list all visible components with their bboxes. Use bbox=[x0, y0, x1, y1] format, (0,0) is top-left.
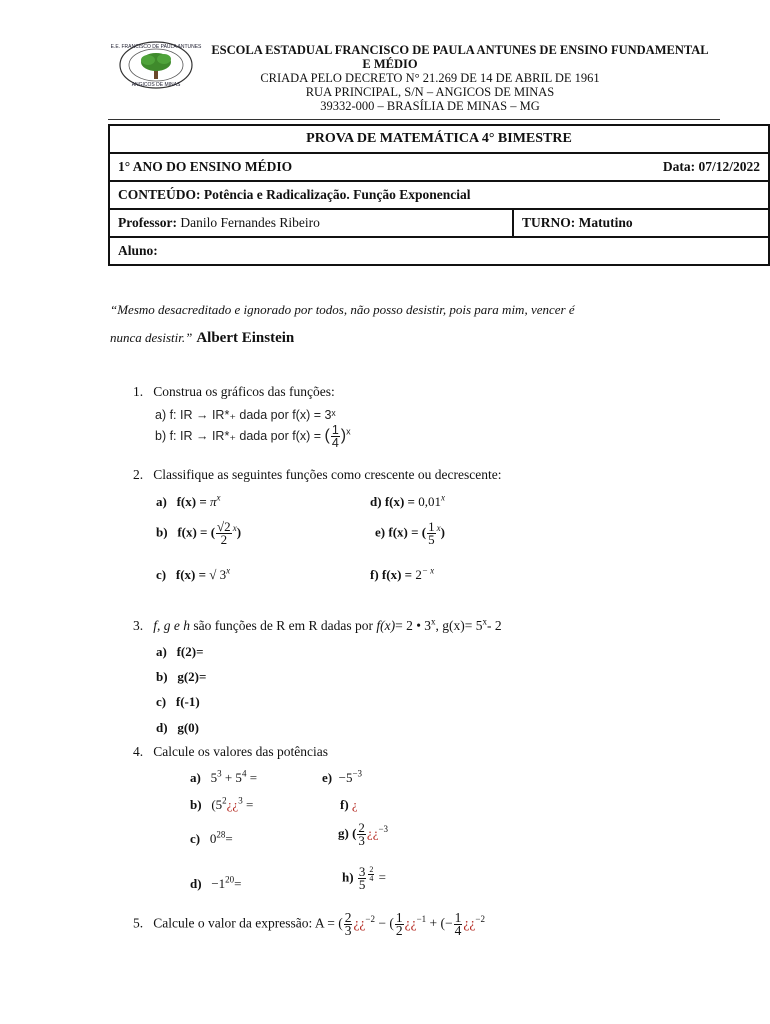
q3-item-c: c) f(-1) bbox=[156, 694, 200, 709]
q4-item-h: h) $\frac{3}{5}$ $\frac{2}{4}$ = bbox=[342, 864, 386, 892]
logo-text-bottom: ANGICOS DE MINAS bbox=[131, 82, 181, 88]
q3-item-b: b) g(2)= bbox=[156, 669, 207, 684]
school-name-line1: ESCOLA ESTADUAL FRANCISCO DE PAULA ANTUNES DE ENSINO FUNDAMENTAL bbox=[211, 43, 709, 57]
q2-item-c: c) f(x) = √ 3$^x$ bbox=[156, 565, 231, 582]
question-2: 2. Classifique as seguintes funções como crescente ou decrescente: bbox=[133, 467, 502, 482]
student-field[interactable]: Aluno: bbox=[109, 237, 769, 265]
grade: 1° ANO DO ENSINO MÉDIO bbox=[118, 159, 293, 174]
q3-item-d: d) g(0) bbox=[156, 720, 199, 735]
quote-author: Albert Einstein bbox=[196, 330, 295, 346]
school-logo bbox=[110, 40, 202, 90]
grade-row bbox=[109, 153, 769, 181]
shift-cell: TURNO: Matutino bbox=[513, 209, 769, 237]
q1-item-a: a) f: IR → IR*₊ dada por f(x) = 3ˣ bbox=[155, 408, 336, 422]
content-value: Potência e Radicalização. Função Exponencial bbox=[203, 187, 471, 202]
quote-line1: “Mesmo desacreditado e ignorado por todos, não posso desistir, pois para mim, vencer é bbox=[110, 302, 575, 317]
q2-item-a: a) $f(x) = \pi^x$ bbox=[156, 492, 221, 509]
teacher-name: Danilo Fernandes Ribeiro bbox=[180, 215, 320, 230]
school-decree: CRIADA PELO DECRETO N° 21.269 DE 14 DE ABRIL DE 1961 bbox=[260, 71, 600, 85]
q2-item-d: d) $f(x) = 0,01^x$ bbox=[370, 492, 445, 509]
q4-item-a: a) $5^3 + 5^4$ = bbox=[190, 768, 258, 785]
q4-item-b: b) ($5^2¿¿^3$ = bbox=[190, 795, 254, 812]
exam-title: PROVA DE MATEMÁTICA 4° BIMESTRE bbox=[109, 125, 769, 153]
question-1: 1. Construa os gráficos das funções: bbox=[133, 384, 335, 399]
q2-item-f: f) $f(x) = 2^{- x}$ bbox=[370, 565, 435, 582]
header-separator bbox=[108, 119, 720, 120]
school-name-line2: E MÉDIO bbox=[362, 57, 418, 71]
q4-item-f: f) ¿ bbox=[340, 797, 358, 812]
q4-item-g: g) ( $\frac{2}{3}$ ¿¿$^{-3}$ bbox=[338, 820, 389, 848]
q2-item-e: e) f(x) = ( $\frac{1}{5}$ $^x$) bbox=[375, 519, 445, 547]
q4-item-e: $e) -5^{-3}$ bbox=[322, 768, 363, 785]
exam-date: Data: 07/12/2022 bbox=[662, 159, 760, 174]
question-5: 5. Calcule o valor da expressão: A = ( $\frac{2}{3}$ ¿¿$^{-2}$ − ( $\frac{1}{2}$ ¿¿$^{-1}$ + (− $\frac{1}{4}$ ¿¿$^{-2}$ bbox=[133, 910, 485, 938]
teacher-cell: Professor: Danilo Fernandes Ribeiro bbox=[109, 209, 513, 237]
quote-line2-row: nunca desistir.” Albert Einstein bbox=[110, 330, 295, 346]
school-city: 39332-000 – BRASÍLIA DE MINAS – MG bbox=[320, 99, 540, 113]
q1-item-b: b) f: IR → IR*₊ dada por f(x) = ( $\frac{1}{4}$ )$^x$ bbox=[155, 423, 351, 450]
q2-item-b: b) f(x) = ( $\frac{√2}{2}$ $^x$) bbox=[156, 519, 242, 547]
q4-item-d: d) $-1^{20}=$ bbox=[190, 874, 242, 891]
shift-value: Matutino bbox=[578, 215, 633, 230]
logo-text-top: E.E. FRANCISCO DE PAULA ANTUNES bbox=[110, 44, 202, 50]
school-address: RUA PRINCIPAL, S/N – ANGICOS DE MINAS bbox=[305, 85, 555, 99]
q4-item-c: c) $0^{28}=$ bbox=[190, 829, 233, 846]
q3-item-a: a) f(2)= bbox=[156, 644, 204, 659]
question-4: 4. Calcule os valores das potências bbox=[133, 744, 328, 759]
question-3: 3. f, g e h são funções de R em R dadas por f(x)= 2 • 3$^x$, $g(x)= 5^x-$ 2 bbox=[133, 616, 502, 633]
content-row: CONTEÚDO: Potência e Radicalização. Função Exponencial bbox=[109, 181, 769, 209]
exam-info-table bbox=[108, 124, 770, 266]
